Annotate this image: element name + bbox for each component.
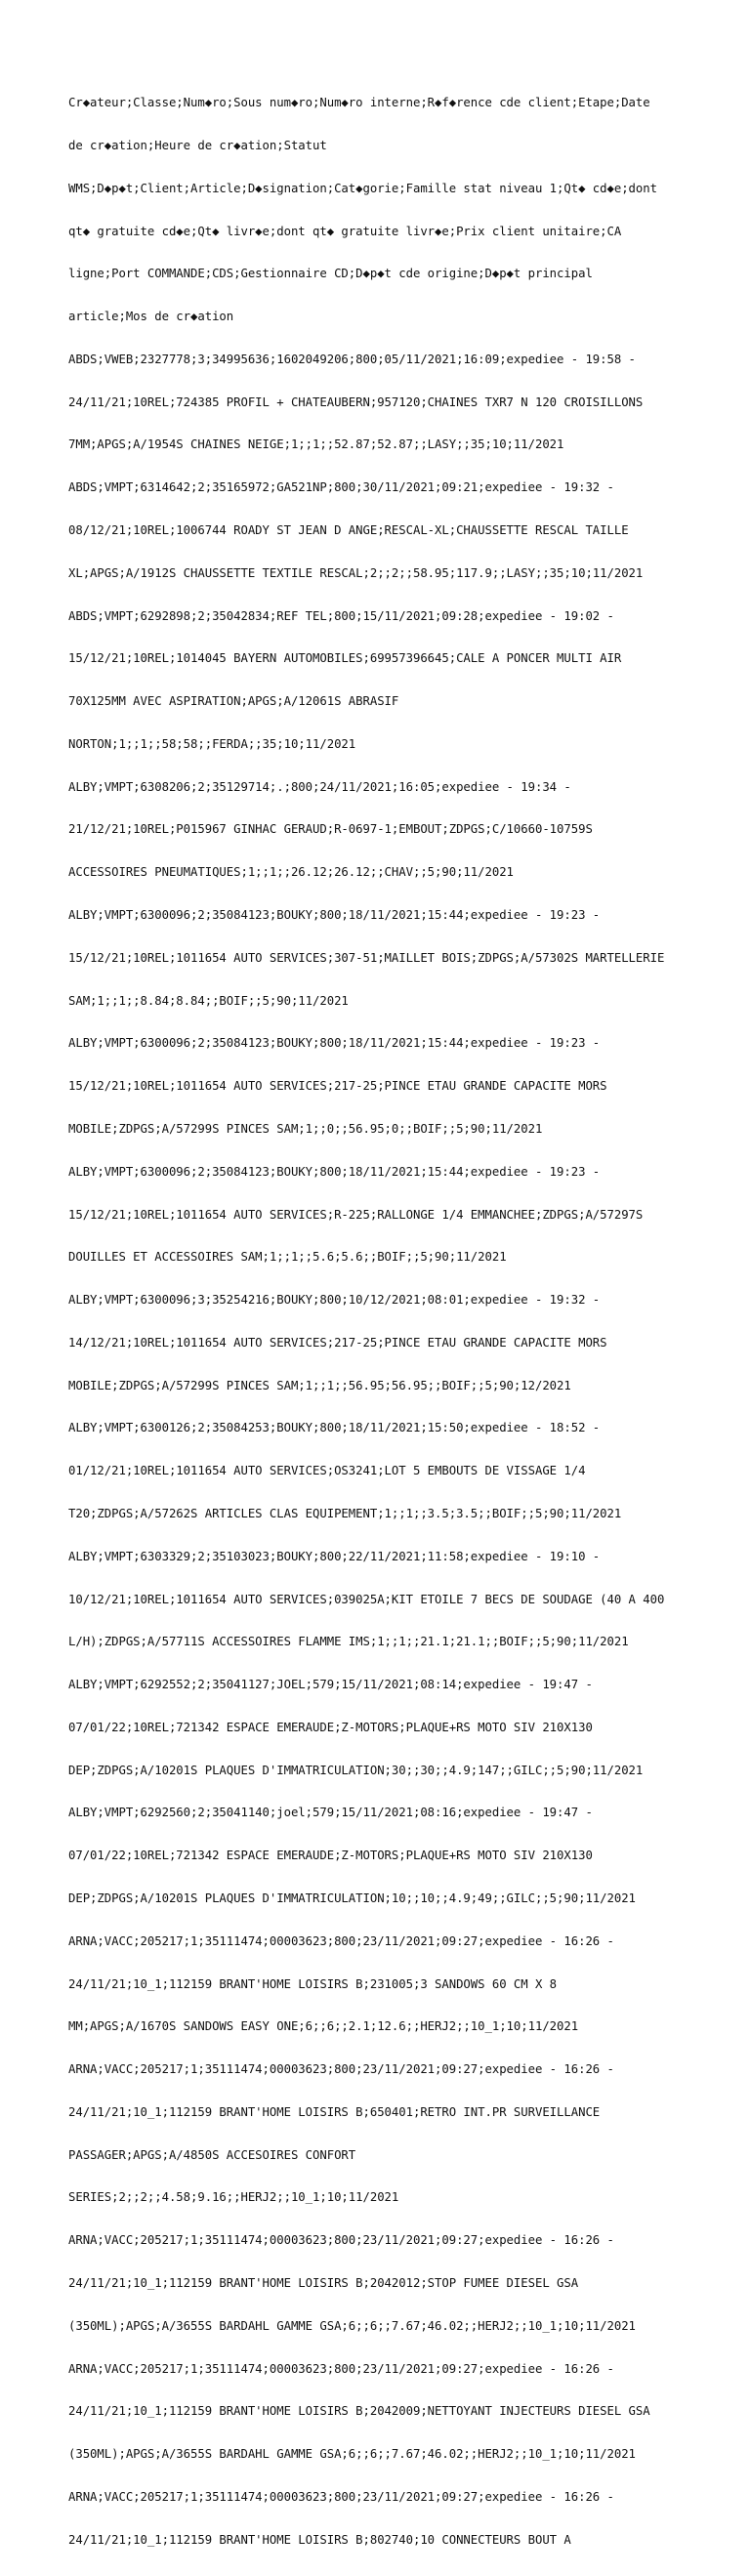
text-line: T20;ZDPGS;A/57262S ARTICLES CLAS EQUIPEMENT;1;;1;;3.5;3.5;;BOIF;;5;90;11/2021 [68,1506,622,1520]
text-line: SAM;1;;1;;8.84;8.84;;BOIF;;5;90;11/2021 [68,993,349,1008]
text-line: ALBY;VMPT;6308206;2;35129714;.;800;24/11/2021;16:05;expediee - 19:34 - [68,779,571,794]
text-line: ARNA;VACC;205217;1;35111474;00003623;800;23/11/2021;09:27;expediee - 16:26 - [68,2062,614,2077]
text-line: 08/12/21;10REL;1006744 ROADY ST JEAN D ANGE;RESCAL-XL;CHAUSSETTE RESCAL TAILLE [68,523,629,537]
text-line: ABDS;VWEB;2327778;3;34995636;1602049206;800;05/11/2021;16:09;expediee - 19:58 - [68,352,636,366]
text-line: ARNA;VACC;205217;1;35111474;00003623;800;23/11/2021;09:27;expediee - 16:26 - [68,1933,614,1948]
text-line: 24/11/21;10_1;112159 BRANT'HOME LOISIRS B;231005;3 SANDOWS 60 CM X 8 [68,1976,558,1991]
text-line: ALBY;VMPT;6300126;2;35084253;BOUKY;800;18/11/2021;15:50;expediee - 18:52 - [68,1421,601,1435]
text-line: 01/12/21;10REL;1011654 AUTO SERVICES;OS3241;LOT 5 EMBOUTS DE VISSAGE 1/4 [68,1464,586,1478]
text-line: de cr◆ation;Heure de cr◆ation;Statut [68,138,327,152]
text-line: 7MM;APGS;A/1954S CHAINES NEIGE;1;;1;;52.87;52.87;;LASY;;35;10;11/2021 [68,437,564,452]
text-line: 15/12/21;10REL;1011654 AUTO SERVICES;217-25;PINCE ETAU GRANDE CAPACITE MORS [68,1079,607,1094]
text-line: DEP;ZDPGS;A/10201S PLAQUES D'IMMATRICULATION;10;;10;;4.9;49;;GILC;;5;90;11/2021 [68,1891,636,1905]
text-line: MOBILE;ZDPGS;A/57299S PINCES SAM;1;;0;;56.95;0;;BOIF;;5;90;11/2021 [68,1121,543,1136]
text-line: 14/12/21;10REL;1011654 AUTO SERVICES;217-25;PINCE ETAU GRANDE CAPACITE MORS [68,1335,607,1350]
text-line: L/H);ZDPGS;A/57711S ACCESSOIRES FLAMME IMS;1;;1;;21.1;21.1;;BOIF;;5;90;11/2021 [68,1635,629,1649]
text-line: NORTON;1;;1;;58;58;;FERDA;;35;10;11/2021 [68,736,356,751]
text-line: DOUILLES ET ACCESSOIRES SAM;1;;1;;5.6;5.6;;BOIF;;5;90;11/2021 [68,1250,507,1265]
text-line: 15/12/21;10REL;1014045 BAYERN AUTOMOBILES;69957396645;CALE A PONCER MULTI AIR [68,651,622,666]
text-line: 15/12/21;10REL;1011654 AUTO SERVICES;307-51;MAILLET BOIS;ZDPGS;A/57302S MARTELLERIE [68,950,665,965]
text-line: article;Mos de cr◆ation [68,310,234,324]
text-line: 24/11/21;10_1;112159 BRANT'HOME LOISIRS B;802740;10 CONNECTEURS BOUT A [68,2532,571,2547]
text-line: Cr◆ateur;Classe;Num◆ro;Sous num◆ro;Num◆ro interne;R◆f◆rence cde client;Etape;Date [68,96,650,110]
text-line: ligne;Port COMMANDE;CDS;Gestionnaire CD;D◆p◆t cde origine;D◆p◆t principal [68,267,593,281]
text-line: qt◆ gratuite cd◆e;Qt◆ livr◆e;dont qt◆ gratuite livr◆e;Prix client unitaire;CA [68,224,622,238]
text-line: ACCESSOIRES PNEUMATIQUES;1;;1;;26.12;26.12;;CHAV;;5;90;11/2021 [68,865,514,880]
csv-text-block [68,67,730,2576]
text-line: 24/11/21;10REL;724385 PROFIL + CHATEAUBERN;957120;CHAINES TXR7 N 120 CROISILLONS [68,395,644,409]
text-line: ALBY;VMPT;6300096;2;35084123;BOUKY;800;18/11/2021;15:44;expediee - 19:23 - [68,1036,601,1051]
text-line: (350ML);APGS;A/3655S BARDAHL GAMME GSA;6;;6;;7.67;46.02;;HERJ2;;10_1;10;11/2021 [68,2318,636,2333]
text-line: PASSAGER;APGS;A/4850S ACCESOIRES CONFORT [68,2147,356,2162]
text-line: 07/01/22;10REL;721342 ESPACE EMERAUDE;Z-MOTORS;PLAQUE+RS MOTO SIV 210X130 [68,1849,593,1863]
text-line: ARNA;VACC;205217;1;35111474;00003623;800;23/11/2021;09:27;expediee - 16:26 - [68,2489,614,2504]
text-line: 10/12/21;10REL;1011654 AUTO SERVICES;039025A;KIT ETOILE 7 BECS DE SOUDAGE (40 A 400 [68,1592,665,1606]
text-line: ALBY;VMPT;6292560;2;35041140;joel;579;15/11/2021;08:16;expediee - 19:47 - [68,1806,593,1820]
text-line: ABDS;VMPT;6314642;2;35165972;GA521NP;800;30/11/2021;09:21;expediee - 19:32 - [68,480,614,495]
text-line: ALBY;VMPT;6292552;2;35041127;JOEL;579;15/11/2021;08:14;expediee - 19:47 - [68,1678,593,1692]
text-line: ALBY;VMPT;6300096;3;35254216;BOUKY;800;10/12/2021;08:01;expediee - 19:32 - [68,1293,601,1308]
text-line: ALBY;VMPT;6303329;2;35103023;BOUKY;800;22/11/2021;11:58;expediee - 19:10 - [68,1549,601,1563]
text-line: 21/12/21;10REL;P015967 GINHAC GERAUD;R-0697-1;EMBOUT;ZDPGS;C/10660-10759S [68,822,593,837]
text-line: ABDS;VMPT;6292898;2;35042834;REF TEL;800;15/11/2021;09:28;expediee - 19:02 - [68,608,614,623]
text-line: 07/01/22;10REL;721342 ESPACE EMERAUDE;Z-MOTORS;PLAQUE+RS MOTO SIV 210X130 [68,1720,593,1734]
text-line: DEP;ZDPGS;A/10201S PLAQUES D'IMMATRICULATION;30;;30;;4.9;147;;GILC;;5;90;11/2021 [68,1763,644,1777]
text-line: 24/11/21;10_1;112159 BRANT'HOME LOISIRS B;2042009;NETTOYANT INJECTEURS DIESEL GSA [68,2404,650,2419]
text-line: ALBY;VMPT;6300096;2;35084123;BOUKY;800;18/11/2021;15:44;expediee - 19:23 - [68,1164,601,1179]
text-line: MOBILE;ZDPGS;A/57299S PINCES SAM;1;;1;;56.95;56.95;;BOIF;;5;90;12/2021 [68,1378,571,1392]
text-line: XL;APGS;A/1912S CHAUSSETTE TEXTILE RESCAL;2;;2;;58.95;117.9;;LASY;;35;10;11/2021 [68,565,644,580]
text-line: (350ML);APGS;A/3655S BARDAHL GAMME GSA;6;;6;;7.67;46.02;;HERJ2;;10_1;10;11/2021 [68,2447,636,2462]
text-line: 24/11/21;10_1;112159 BRANT'HOME LOISIRS B;2042012;STOP FUMEE DIESEL GSA [68,2276,579,2291]
text-line: SERIES;2;;2;;4.58;9.16;;HERJ2;;10_1;10;11/2021 [68,2190,399,2205]
text-line: WMS;D◆p◆t;Client;Article;D◆signation;Cat◆gorie;Famille stat niveau 1;Qt◆ cd◆e;dont [68,181,657,195]
text-line: ALBY;VMPT;6300096;2;35084123;BOUKY;800;18/11/2021;15:44;expediee - 19:23 - [68,908,601,923]
text-line: 15/12/21;10REL;1011654 AUTO SERVICES;R-225;RALLONGE 1/4 EMMANCHEE;ZDPGS;A/57297S [68,1207,644,1222]
text-line: ARNA;VACC;205217;1;35111474;00003623;800;23/11/2021;09:27;expediee - 16:26 - [68,2233,614,2248]
text-line: 70X125MM AVEC ASPIRATION;APGS;A/12061S ABRASIF [68,694,399,709]
text-line: 24/11/21;10_1;112159 BRANT'HOME LOISIRS B;650401;RETRO INT.PR SURVEILLANCE [68,2104,601,2119]
text-line: MM;APGS;A/1670S SANDOWS EASY ONE;6;;6;;2.1;12.6;;HERJ2;;10_1;10;11/2021 [68,2019,579,2034]
text-line: ARNA;VACC;205217;1;35111474;00003623;800;23/11/2021;09:27;expediee - 16:26 - [68,2361,614,2376]
